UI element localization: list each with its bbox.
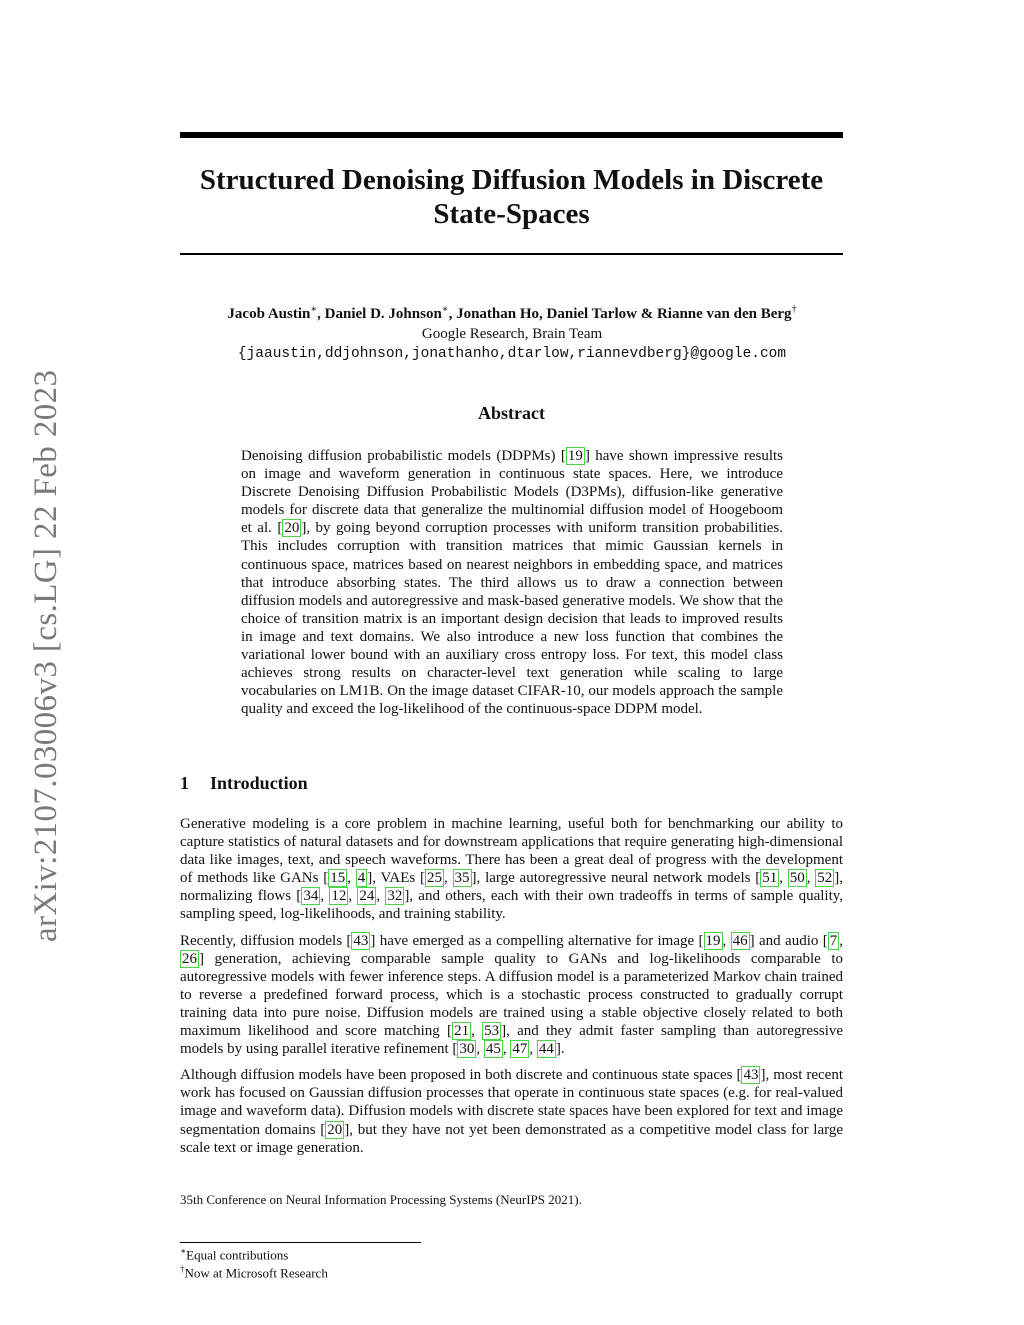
citation-link[interactable]: 19 xyxy=(705,932,721,949)
text-run: Generative modeling is a core problem in machine learning, useful both for benchmarking our ability to capture statistics of natural datasets and for downstream applications that require generating high-dimensional data like images, text, and speech waveforms. There has been a great deal of progress with the development of methods like GANs [ xyxy=(180,816,843,887)
footnote-rule xyxy=(180,1242,421,1243)
footnote-mark: ∗ xyxy=(180,1246,187,1256)
citation-link[interactable]: 45 xyxy=(485,1041,501,1058)
section-heading-introduction xyxy=(180,773,308,794)
citation-link[interactable]: 47 xyxy=(512,1041,528,1058)
author-rest: Jonathan Ho, Daniel Tarlow & Rianne van den Berg xyxy=(456,306,792,322)
paragraph-2 xyxy=(180,932,843,1059)
text-run: ], normalizing flows [ xyxy=(180,870,844,905)
citation-link[interactable]: 44 xyxy=(538,1041,554,1058)
footnote-microsoft xyxy=(180,1264,328,1281)
text-run: ] and audio [ xyxy=(749,932,828,949)
text-run: , xyxy=(779,870,788,887)
citation-link[interactable]: 7 xyxy=(829,932,838,949)
abstract-heading: Abstract xyxy=(478,403,545,423)
author-emails: {jaaustin,ddjohnson,jonathanho,dtarlow,riannevdberg}@google.com xyxy=(237,346,787,362)
text-run: , xyxy=(839,932,843,949)
text-run: ]. xyxy=(555,1041,565,1058)
citation-link[interactable]: 32 xyxy=(387,888,403,905)
paper-title xyxy=(180,163,843,231)
title-line-1: Structured Denoising Diffusion Models in Discrete xyxy=(199,164,824,196)
author-1: Jacob Austin xyxy=(227,306,311,322)
author-2: Daniel D. Johnson xyxy=(324,306,442,322)
title-line-2: State-Spaces xyxy=(433,198,590,230)
text-run: , xyxy=(529,1041,537,1058)
conference-note: 35th Conference on Neural Information Processing Systems (NeurIPS 2021). xyxy=(180,1192,582,1207)
text-run: , xyxy=(476,1041,484,1058)
text-run: ], most recent work has focused on Gaussian diffusion processes that operate in continuous state spaces (e.g. for real-valued image and waveform data). Diffusion models with discrete state spaces have been explored for text and image segmentation domains [ xyxy=(180,1067,843,1138)
author-block xyxy=(140,300,884,364)
text-run: , xyxy=(502,1041,511,1058)
title-bottom-rule xyxy=(180,253,843,255)
section-title: Introduction xyxy=(210,773,308,793)
text-run: , xyxy=(376,888,386,905)
footnote-text: Now at Microsoft Research xyxy=(184,1265,328,1281)
citation-link[interactable]: 46 xyxy=(732,932,748,949)
equal-contribution-mark: ∗ xyxy=(310,304,318,315)
text-run: ], VAEs [ xyxy=(367,870,426,887)
text-run: , xyxy=(471,1023,483,1040)
text-run: Although diffusion models have been proposed in both discrete and continuous state spaces [ xyxy=(180,1067,742,1084)
text-run: , xyxy=(806,870,816,887)
citation-link[interactable]: 26 xyxy=(182,950,197,967)
equal-contribution-mark: ∗ xyxy=(441,304,449,315)
title-top-rule xyxy=(180,132,843,138)
introduction-body xyxy=(180,815,843,1165)
citation-link[interactable]: 35 xyxy=(454,870,470,887)
citation-link[interactable]: 19 xyxy=(567,448,583,464)
text-run: ] have emerged as a compelling alternative for image [ xyxy=(370,932,704,949)
text-run: ], but they have not yet been demonstrated as a competitive model class for large scale text or image generation. xyxy=(180,1121,844,1156)
citation-link[interactable]: 20 xyxy=(327,1121,343,1138)
citation-link[interactable]: 25 xyxy=(427,870,443,887)
text-run: ], and they admit faster sampling than autoregressive models by using parallel iterative refinement [ xyxy=(180,1023,844,1058)
text-run: , xyxy=(347,870,356,887)
citation-link[interactable]: 12 xyxy=(331,888,347,905)
text-run: , xyxy=(444,870,453,887)
abstract-text-part: Denoising diffusion probabilistic models (DDPMs) [ xyxy=(241,448,566,464)
abstract-text-part: ], by going beyond corruption processes with uniform transition probabilities. This includes corruption with transition matrices that mimic Gaussian kernels in continuous space, matrices based on nearest neighbors in embedding space, and matrices that introduce absorbing states. The third allows us to draw a connection between diffusion models and autoregressive and mask-based generative models. We show that the choice of transition matrix is an important design decision that leads to improved results in image and text domains. We also introduce a new loss function that combines the variational lower bound with an auxiliary cross entropy loss. For text, this model class achieves strong results on character-level text generation while scaling to large vocabularies on LM1B. On the image dataset CIFAR-10, our models approach the sample quality and exceed the log-likelihood of the continuous-space DDPM model. xyxy=(241,520,783,718)
affiliation: Google Research, Brain Team xyxy=(421,326,603,342)
citation-link[interactable]: 51 xyxy=(762,870,778,887)
text-run: , xyxy=(320,888,330,905)
paragraph-1 xyxy=(180,815,843,924)
text-run: Recently, diffusion models [ xyxy=(180,932,352,949)
text-run: ], and others, each with their own tradeoffs in terms of sample quality, sampling speed, log-likelihoods, and training stability. xyxy=(180,888,844,923)
citation-link[interactable]: 53 xyxy=(484,1023,500,1040)
citation-link[interactable]: 20 xyxy=(284,520,300,537)
citation-link[interactable]: 43 xyxy=(353,932,369,949)
citation-link[interactable]: 15 xyxy=(330,870,346,887)
citation-link[interactable]: 21 xyxy=(454,1023,470,1040)
citation-link[interactable]: 30 xyxy=(459,1041,475,1058)
author-names: Jacob Austin∗, Daniel D. Johnson∗, Jonathan Ho, Daniel Tarlow & Rianne van den Berg† xyxy=(227,304,797,322)
text-run: , xyxy=(722,932,731,949)
abstract-text xyxy=(241,447,783,718)
text-run: ] generation, achieving comparable sample quality to GANs and log-likelihoods comparable to autoregressive models with fewer inference steps. A diffusion model is a parameterized Markov chain trained to reverse a predefined forward process, which is a stochastic process constructed to gradually corrupt training data into pure noise. Diffusion models are trained using a stable objective closely related to both maximum likelihood and score matching [ xyxy=(180,950,843,1040)
citation-link[interactable]: 52 xyxy=(817,870,833,887)
footnote-text: Equal contributions xyxy=(186,1247,289,1263)
text-run: ], large autoregressive neural network models [ xyxy=(471,870,761,887)
citation-link[interactable]: 24 xyxy=(359,888,375,905)
citation-link[interactable]: 43 xyxy=(743,1067,759,1084)
abstract-text-part: ] have shown impressive results on image and waveform generation in continuous state spaces. Here, we introduce Discrete Denoising Diffusion Probabilistic Models (D3PMs), diffusion-like generative models for discrete data that generalize the multinomial diffusion model of Hoogeboom et al. [ xyxy=(241,448,783,537)
paragraph-3 xyxy=(180,1066,843,1156)
text-run: , xyxy=(348,888,358,905)
section-number: 1 xyxy=(180,773,189,793)
footnote-mark: † xyxy=(180,1264,185,1274)
footnote-equal-contributions xyxy=(180,1246,288,1263)
citation-link[interactable]: 34 xyxy=(303,888,319,905)
arxiv-identifier: arXiv:2107.03006v3 [cs.LG] 22 Feb 2023 xyxy=(28,369,64,942)
dagger-mark: † xyxy=(791,304,797,315)
citation-link[interactable]: 50 xyxy=(789,870,805,887)
citation-link[interactable]: 4 xyxy=(357,870,366,887)
